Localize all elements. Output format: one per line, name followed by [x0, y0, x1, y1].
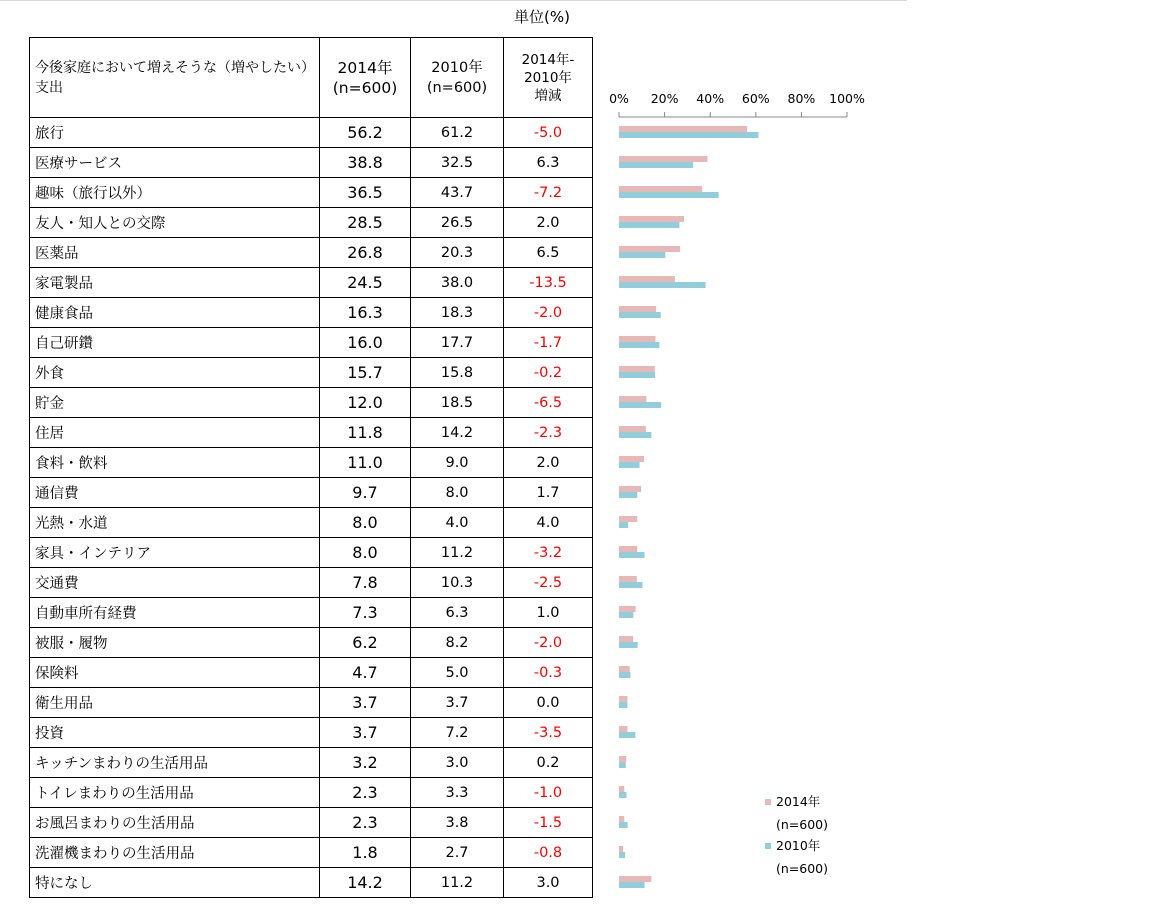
value-2010: 3.3 [411, 778, 504, 808]
value-diff: -5.0 [504, 118, 593, 148]
value-diff: 1.0 [504, 598, 593, 628]
value-2010: 18.3 [411, 298, 504, 328]
value-2010: 3.0 [411, 748, 504, 778]
row-label: 自動車所有経費 [30, 598, 320, 628]
value-diff: -2.0 [504, 298, 593, 328]
value-diff: -6.5 [504, 388, 593, 418]
value-2010: 3.7 [411, 688, 504, 718]
legend-n-2010: (n=600) [776, 861, 829, 876]
row-label: 被服・履物 [30, 628, 320, 658]
bar-2010 [619, 162, 693, 168]
value-2014: 3.2 [320, 748, 411, 778]
value-2014: 14.2 [320, 868, 411, 898]
bar-2014 [619, 816, 624, 822]
bar-2010 [619, 492, 637, 498]
value-2014: 3.7 [320, 718, 411, 748]
bar-2014 [619, 426, 646, 432]
value-2014: 8.0 [320, 538, 411, 568]
x-tick-label: 40% [696, 91, 725, 106]
header-2014-line1: 2014年 [337, 58, 393, 77]
row-label: 洗濯機まわりの生活用品 [30, 838, 320, 868]
header-diff-line1: 2014年- [521, 51, 575, 68]
value-2010: 7.2 [411, 718, 504, 748]
legend-swatch-2010 [765, 843, 771, 849]
unit-label: 単位(%) [514, 8, 570, 26]
bar-2010 [619, 432, 651, 438]
bar-2010 [619, 192, 719, 198]
bar-2014 [619, 546, 637, 552]
value-2010: 18.5 [411, 388, 504, 418]
legend-n-2014: (n=600) [776, 817, 829, 832]
legend-label-2010: 2010年 [776, 838, 821, 853]
value-2010: 9.0 [411, 448, 504, 478]
value-2014: 6.2 [320, 628, 411, 658]
bar-2010 [619, 852, 625, 858]
value-diff: -3.2 [504, 538, 593, 568]
bar-2010 [619, 792, 627, 798]
value-2010: 10.3 [411, 568, 504, 598]
value-diff: -2.0 [504, 628, 593, 658]
value-2010: 8.2 [411, 628, 504, 658]
bar-2014 [619, 696, 627, 702]
row-label: 交通費 [30, 568, 320, 598]
bar-2014 [619, 846, 623, 852]
bar-2010 [619, 132, 759, 138]
row-label: 健康食品 [30, 298, 320, 328]
legend-swatch-2014 [765, 799, 771, 805]
header-diff-line3: 増減 [534, 87, 562, 104]
bar-2014 [619, 756, 626, 762]
value-2010: 61.2 [411, 118, 504, 148]
bar-2014 [619, 456, 644, 462]
value-2014: 16.3 [320, 298, 411, 328]
bar-2010 [619, 312, 661, 318]
header-2010-line1: 2010年 [431, 59, 483, 76]
bar-2014 [619, 606, 636, 612]
value-2014: 36.5 [320, 178, 411, 208]
row-label: キッチンまわりの生活用品 [30, 748, 320, 778]
bar-2010 [619, 762, 626, 768]
value-2014: 2.3 [320, 778, 411, 808]
value-diff: -3.5 [504, 718, 593, 748]
header-2014-line2: (n=600) [332, 78, 398, 97]
legend-label-2014: 2014年 [776, 794, 821, 809]
value-diff: 1.7 [504, 478, 593, 508]
row-label: 保険料 [30, 658, 320, 688]
value-diff: -0.2 [504, 358, 593, 388]
bar-2010 [619, 222, 679, 228]
value-2014: 2.3 [320, 808, 411, 838]
row-label: 旅行 [30, 118, 320, 148]
bar-2014 [619, 576, 637, 582]
value-diff: -13.5 [504, 268, 593, 298]
row-label: 投資 [30, 718, 320, 748]
row-label: 趣味（旅行以外） [30, 178, 320, 208]
bar-2010 [619, 612, 633, 618]
row-label: 友人・知人との交際 [30, 208, 320, 238]
bar-2014 [619, 186, 702, 192]
bar-2014 [619, 156, 707, 162]
bar-2014 [619, 726, 627, 732]
value-diff: -7.2 [504, 178, 593, 208]
row-label: 通信費 [30, 478, 320, 508]
value-2010: 14.2 [411, 418, 504, 448]
value-diff: 6.5 [504, 238, 593, 268]
value-diff: 0.2 [504, 748, 593, 778]
bar-2010 [619, 252, 665, 258]
value-2010: 26.5 [411, 208, 504, 238]
bar-2010 [619, 642, 638, 648]
value-2010: 8.0 [411, 478, 504, 508]
value-2010: 20.3 [411, 238, 504, 268]
value-diff: -0.3 [504, 658, 593, 688]
row-label: 食料・飲料 [30, 448, 320, 478]
value-diff: 4.0 [504, 508, 593, 538]
value-diff: -1.7 [504, 328, 593, 358]
bar-2014 [619, 876, 651, 882]
value-2010: 4.0 [411, 508, 504, 538]
value-diff: 2.0 [504, 448, 593, 478]
bar-2014 [619, 336, 655, 342]
bar-2010 [619, 882, 645, 888]
value-2014: 26.8 [320, 238, 411, 268]
value-2014: 7.3 [320, 598, 411, 628]
row-label: 医療サービス [30, 148, 320, 178]
value-2014: 15.7 [320, 358, 411, 388]
bar-2014 [619, 126, 747, 132]
value-2014: 11.0 [320, 448, 411, 478]
value-2010: 11.2 [411, 538, 504, 568]
x-tick-label: 80% [787, 91, 816, 106]
value-2010: 3.8 [411, 808, 504, 838]
value-2014: 16.0 [320, 328, 411, 358]
value-diff: 0.0 [504, 688, 593, 718]
row-label: 自己研鑽 [30, 328, 320, 358]
bar-2010 [619, 732, 635, 738]
x-tick-label: 0% [609, 91, 629, 106]
bar-2014 [619, 486, 641, 492]
row-label: 家具・インテリア [30, 538, 320, 568]
row-label: 外食 [30, 358, 320, 388]
bar-2014 [619, 306, 656, 312]
value-diff: 2.0 [504, 208, 593, 238]
row-label: 光熱・水道 [30, 508, 320, 538]
bar-2010 [619, 372, 655, 378]
row-label: 衛生用品 [30, 688, 320, 718]
bar-2014 [619, 516, 637, 522]
bar-2010 [619, 552, 645, 558]
bar-2014 [619, 396, 646, 402]
value-diff: 3.0 [504, 868, 593, 898]
value-2010: 11.2 [411, 868, 504, 898]
row-label: 住居 [30, 418, 320, 448]
row-label: 家電製品 [30, 268, 320, 298]
bar-2010 [619, 462, 640, 468]
value-2014: 11.8 [320, 418, 411, 448]
bar-2014 [619, 636, 633, 642]
header-2010-line2: (n=600) [426, 79, 488, 96]
value-2014: 1.8 [320, 838, 411, 868]
value-2010: 5.0 [411, 658, 504, 688]
value-2014: 7.8 [320, 568, 411, 598]
bar-2010 [619, 702, 627, 708]
value-diff: -2.5 [504, 568, 593, 598]
value-2014: 9.7 [320, 478, 411, 508]
value-2014: 3.7 [320, 688, 411, 718]
value-diff: -0.8 [504, 838, 593, 868]
row-label: トイレまわりの生活用品 [30, 778, 320, 808]
value-2010: 15.8 [411, 358, 504, 388]
bar-2010 [619, 822, 628, 828]
bar-2010 [619, 282, 706, 288]
value-2014: 24.5 [320, 268, 411, 298]
bar-2010 [619, 582, 642, 588]
value-diff: -2.3 [504, 418, 593, 448]
row-label: 医薬品 [30, 238, 320, 268]
bar-2014 [619, 786, 624, 792]
bar-2014 [619, 216, 684, 222]
value-2010: 2.7 [411, 838, 504, 868]
value-2014: 38.8 [320, 148, 411, 178]
x-tick-label: 100% [829, 91, 865, 106]
row-label: 貯金 [30, 388, 320, 418]
value-2010: 43.7 [411, 178, 504, 208]
header-diff-line2: 2010年 [524, 69, 572, 86]
value-2014: 12.0 [320, 388, 411, 418]
bar-2014 [619, 246, 680, 252]
value-2010: 38.0 [411, 268, 504, 298]
value-diff: 6.3 [504, 148, 593, 178]
header-item-line2: 支出 [35, 79, 63, 96]
header-item-line1: 今後家庭において増えそうな（増やしたい） [35, 59, 315, 76]
value-2014: 28.5 [320, 208, 411, 238]
value-2010: 32.5 [411, 148, 504, 178]
bar-2010 [619, 522, 628, 528]
bar-2010 [619, 402, 661, 408]
bar-2010 [619, 342, 659, 348]
value-2014: 4.7 [320, 658, 411, 688]
value-2010: 6.3 [411, 598, 504, 628]
bar-2010 [619, 672, 630, 678]
row-label: 特になし [30, 868, 320, 898]
x-tick-label: 60% [741, 91, 770, 106]
value-diff: -1.0 [504, 778, 593, 808]
x-tick-label: 20% [650, 91, 679, 106]
value-2014: 8.0 [320, 508, 411, 538]
bar-2014 [619, 666, 630, 672]
value-2010: 17.7 [411, 328, 504, 358]
value-diff: -1.5 [504, 808, 593, 838]
bar-2014 [619, 366, 655, 372]
bar-2014 [619, 276, 675, 282]
row-label: お風呂まわりの生活用品 [30, 808, 320, 838]
value-2014: 56.2 [320, 118, 411, 148]
